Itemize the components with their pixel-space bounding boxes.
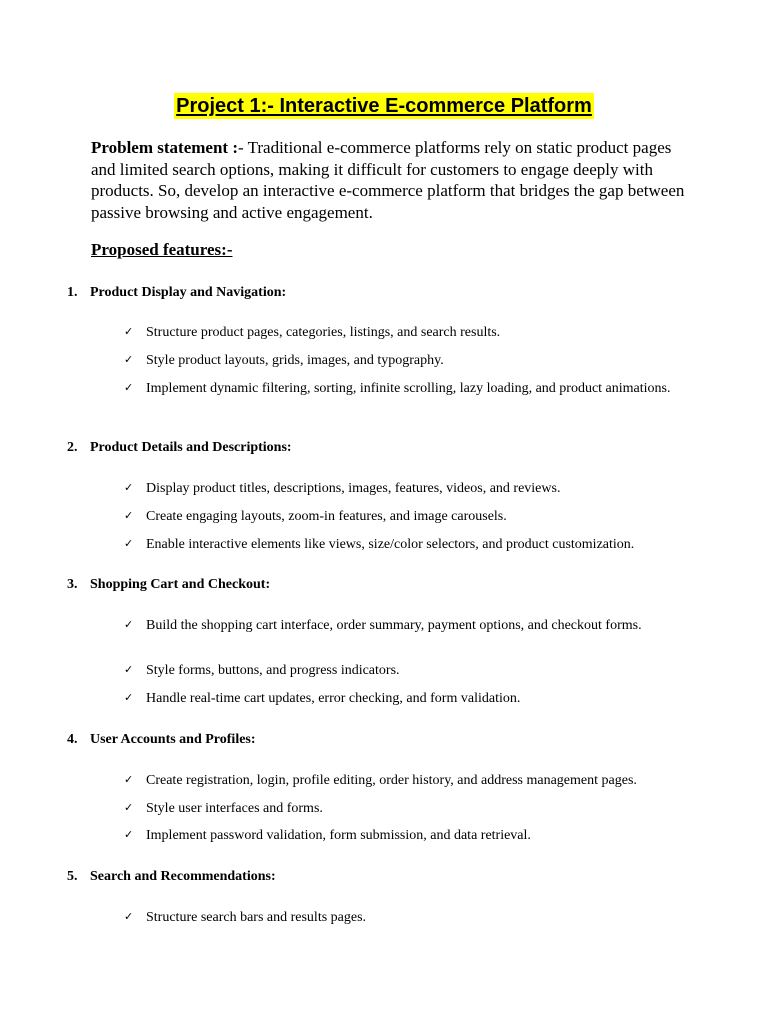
section-heading-3 <box>67 576 270 594</box>
problem-statement-label: Problem statement : <box>91 138 238 157</box>
list-item-text: Create registration, login, profile editing, order history, and address management pages. <box>146 773 637 788</box>
section-title: Shopping Cart and Checkout: <box>90 577 271 592</box>
list-item <box>124 324 684 342</box>
check-icon: ✓ <box>124 325 134 338</box>
section-number: 4. <box>67 732 78 747</box>
section-title: Product Details and Descriptions: <box>90 440 292 455</box>
problem-statement-text: - Traditional e-commerce platforms rely on static product pages and limited search options, making it difficult for customers to engage deeply with products. So, develop an interactive e-commerce platform that bridges the gap between passive browsing and active engagement. <box>91 138 685 222</box>
list-item <box>124 827 684 845</box>
list-item <box>124 480 684 498</box>
section-number: 1. <box>67 285 78 300</box>
list-item-text: Handle real-time cart updates, error checking, and form validation. <box>146 691 521 706</box>
check-icon: ✓ <box>124 801 134 814</box>
problem-statement <box>91 137 691 223</box>
list-item-text: Structure product pages, categories, listings, and search results. <box>146 325 501 340</box>
title-wrapper <box>0 93 768 119</box>
list-item-text: Implement dynamic filtering, sorting, infinite scrolling, lazy loading, and product animations. <box>146 381 671 396</box>
section-number: 2. <box>67 440 78 455</box>
list-item-text: Style forms, buttons, and progress indicators. <box>146 663 400 678</box>
list-item <box>124 380 684 398</box>
list-item <box>124 536 684 554</box>
check-icon: ✓ <box>124 353 134 366</box>
check-icon: ✓ <box>124 773 134 786</box>
check-icon: ✓ <box>124 618 134 631</box>
section-title: Product Display and Navigation: <box>90 285 287 300</box>
list-item <box>124 352 684 370</box>
check-icon: ✓ <box>124 828 134 841</box>
section-heading-5 <box>67 868 276 886</box>
section-number: 5. <box>67 869 78 884</box>
list-item-text: Style user interfaces and forms. <box>146 801 323 816</box>
section-number: 3. <box>67 577 78 592</box>
list-item-text: Structure search bars and results pages. <box>146 910 367 925</box>
list-item <box>124 772 684 790</box>
list-item-text: Style product layouts, grids, images, and typography. <box>146 353 444 368</box>
check-icon: ✓ <box>124 481 134 494</box>
section-heading-1 <box>67 284 286 302</box>
list-item <box>124 617 684 635</box>
list-item-text: Implement password validation, form submission, and data retrieval. <box>146 828 531 843</box>
section-title: Search and Recommendations: <box>90 869 276 884</box>
check-icon: ✓ <box>124 381 134 394</box>
list-item <box>124 508 684 526</box>
list-item-text: Display product titles, descriptions, images, features, videos, and reviews. <box>146 481 561 496</box>
list-item <box>124 662 684 680</box>
check-icon: ✓ <box>124 910 134 923</box>
list-item-text: Enable interactive elements like views, size/color selectors, and product customization. <box>146 537 635 552</box>
check-icon: ✓ <box>124 537 134 550</box>
section-title: User Accounts and Profiles: <box>90 732 256 747</box>
section-heading-2 <box>67 439 292 457</box>
list-item-text: Create engaging layouts, zoom-in features, and image carousels. <box>146 509 507 524</box>
check-icon: ✓ <box>124 691 134 704</box>
section-heading-4 <box>67 731 256 749</box>
list-item <box>124 909 684 927</box>
proposed-features-heading: Proposed features:- <box>91 240 233 259</box>
list-item-text: Build the shopping cart interface, order summary, payment options, and checkout forms. <box>146 618 642 633</box>
document-title: Project 1:- Interactive E-commerce Platform <box>176 95 592 117</box>
list-item <box>124 800 684 818</box>
check-icon: ✓ <box>124 509 134 522</box>
list-item <box>124 690 684 708</box>
check-icon: ✓ <box>124 663 134 676</box>
